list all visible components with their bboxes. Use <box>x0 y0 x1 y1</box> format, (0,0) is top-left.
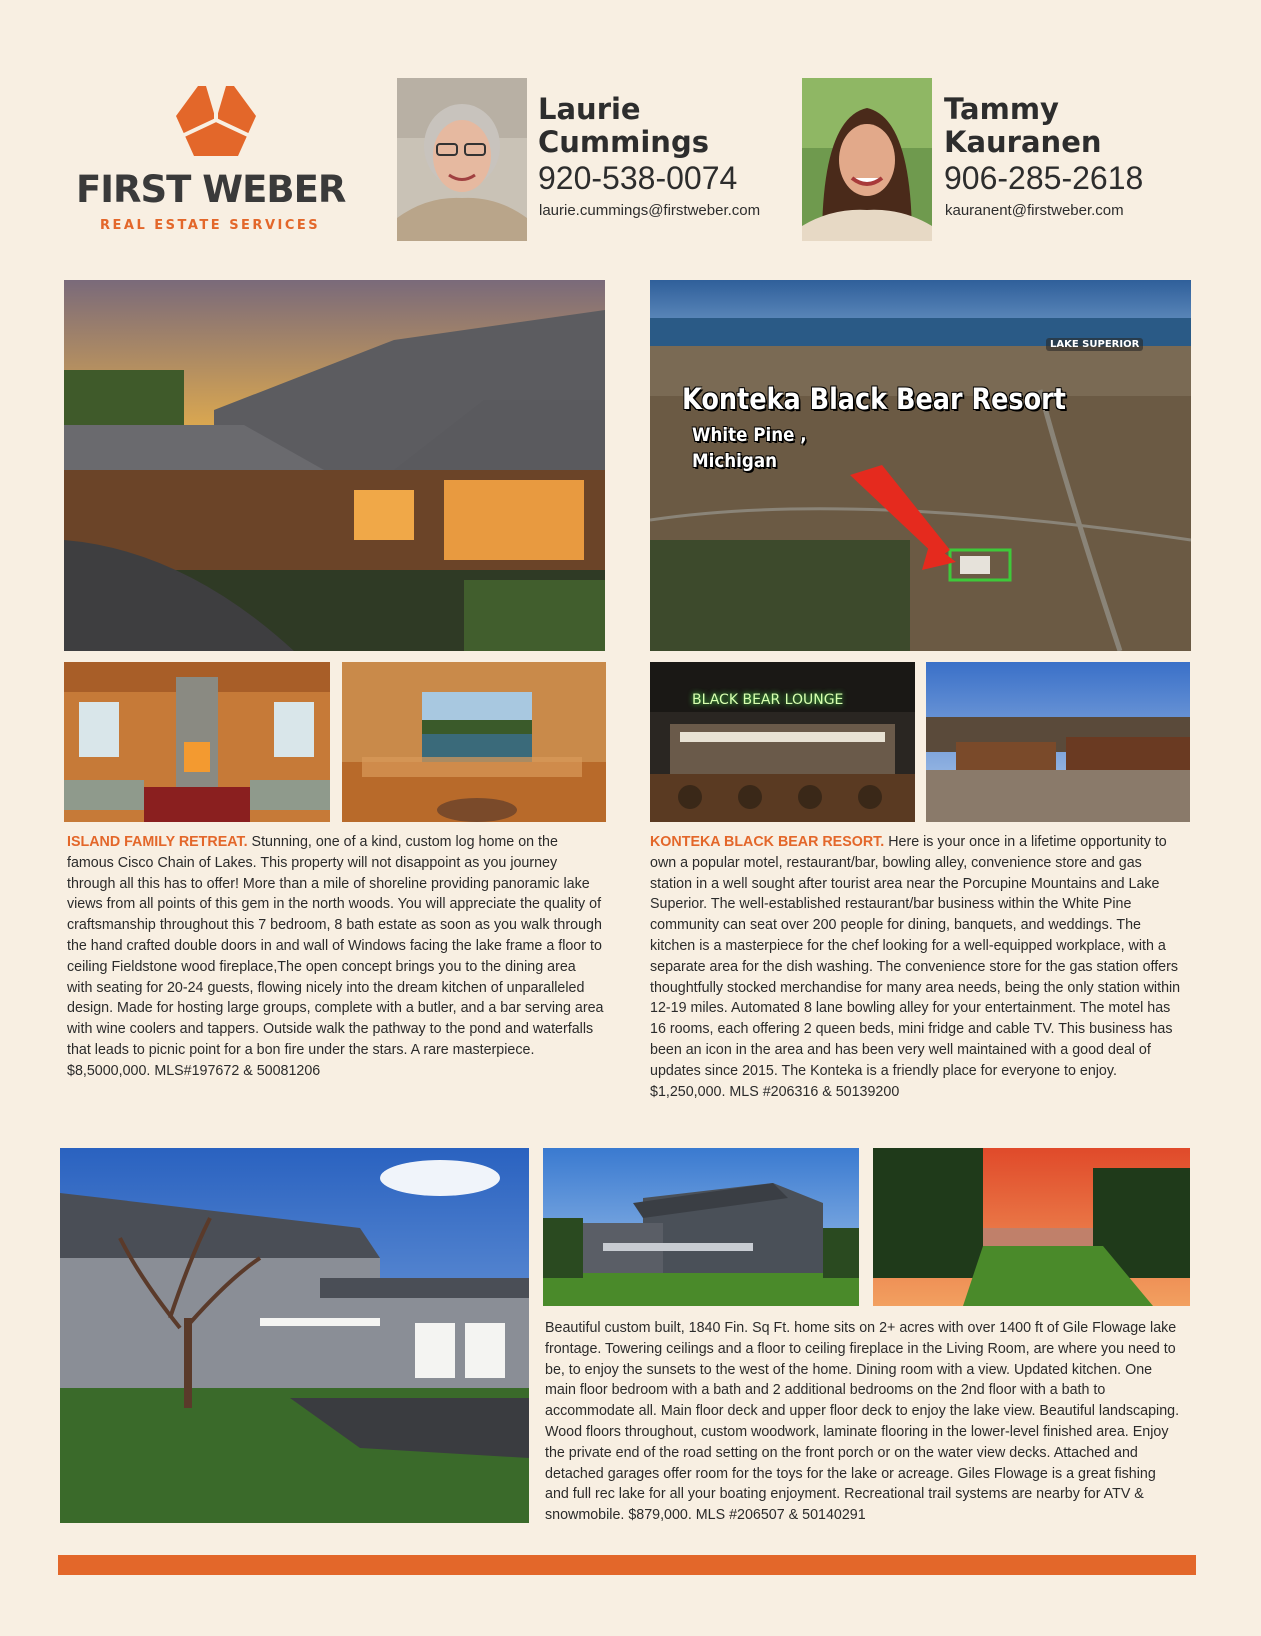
konteka-aerial-photo <box>650 280 1191 651</box>
agent-name-laurie <box>538 93 709 159</box>
lake-home-back-deck-photo <box>543 1148 859 1306</box>
motel-building-photo <box>926 662 1190 822</box>
listing-gile-flowage-description <box>545 1318 1182 1526</box>
listing-title: KONTEKA BLACK BEAR RESORT. <box>650 833 885 850</box>
great-room-fireplace-photo <box>64 662 330 822</box>
agent-photo-laurie <box>397 78 527 241</box>
brand-tagline: REAL ESTATE SERVICES <box>100 218 321 233</box>
agent-first-name: Tammy <box>944 92 1059 126</box>
listing-body: Stunning, one of a kind, custom log home on the famous Cisco Chain of Lakes. This property will not disappoint as you journey through all this has to offer! More than a mile of shoreline providing panoramic lake views from all points of this gem in the north woods. You will appreciate the quality of craftsmanship throughout this 7 bedroom, 8 bath estate as soon as you walk through the hand crafted double doors in and wall of Windows facing the lake frame a floor to ceiling Fieldstone wood fireplace,The open concept brings you to the dining area with seating for 20-24 guests, flowing nicely into the dream kitchen of unparalleled design. Made for hosting large groups, complete with a butler, and a bar serving area with wine coolers and tappers. Outside walk the pathway to the pond and waterfalls that leads to picnic point for a bon fire under the stars. A rare masterpiece. $8,5000,000. MLS#197672 & 50081206 <box>67 833 604 1079</box>
brand-name: FIRST WEBER <box>76 168 346 211</box>
lake-superior-label: LAKE SUPERIOR <box>1046 338 1143 351</box>
listing-konteka-description <box>650 832 1188 1102</box>
listing-island-family-retreat-description <box>67 832 605 1082</box>
agent-last-name: Cummings <box>538 125 709 159</box>
agent-name-tammy <box>944 93 1102 159</box>
listing-title: ISLAND FAMILY RETREAT. <box>67 833 248 850</box>
konteka-overlay-title: Konteka Black Bear Resort <box>682 382 1066 416</box>
lounge-sign-text: BLACK BEAR LOUNGE <box>692 692 844 708</box>
agent-email-tammy[interactable]: kauranent@firstweber.com <box>945 202 1124 219</box>
agent-phone-tammy[interactable]: 906-285-2618 <box>944 160 1144 196</box>
listing-body: Here is your once in a lifetime opportunity to own a popular motel, restaurant/bar, bowling alley, convenience store and gas station in a well sought after tourist area near the Porcupine Mountains and Lake Superior. The well-established restaurant/bar business within the White Pine community can seat over 200 people for dining, banquets, and weddings. The kitchen is a masterpiece for the chef looking for a well-equipped workplace, with a separate area for the dish washing. The convenience store for the gas station offers thoughtfully stocked merchandise for many area needs, being the only station within 12-19 miles. Automated 8 lane bowling alley for your entertainment. The motel has 16 rooms, each offering 2 queen beds, mini fridge and cable TV. This business has been an icon in the area and has been very well maintained with a good deal of updates since 2015. The Konteka is a friendly place for everyone to enjoy. $1,250,000. MLS #206316 & 50139200 <box>650 833 1181 1100</box>
konteka-overlay-location: White Pine , Michigan <box>692 424 807 472</box>
sunset-lake-view-photo <box>873 1148 1190 1306</box>
agent-photo-tammy <box>802 78 932 241</box>
log-home-exterior-photo <box>64 280 605 651</box>
lake-home-front-photo <box>60 1148 529 1523</box>
footer-accent-bar <box>58 1555 1196 1575</box>
agent-email-laurie[interactable]: laurie.cummings@firstweber.com <box>539 202 761 219</box>
agent-last-name: Kauranen <box>944 125 1102 159</box>
dining-lake-view-photo <box>342 662 606 822</box>
agent-phone-laurie[interactable]: 920-538-0074 <box>538 160 738 196</box>
listing-body: Beautiful custom built, 1840 Fin. Sq Ft. home sits on 2+ acres with over 1400 ft of Gile Flowage lake frontage. Towering ceilings and a floor to ceiling fireplace in the Living Room, are where you need to be, to enjoy the sunsets to the west of the home. Dining room with a view. Updated kitchen. One main floor bedroom with a bath and 2 additional bedrooms on the 2nd floor with a bath to accommodate all. Main floor deck and upper floor deck to enjoy the lake view. Beautiful landscaping. Wood floors throughout, custom woodwork, laminate flooring in the lower-level finished area. Enjoy the private end of the road setting on the front porch or on the water view decks. Attached and detached garages offer room for the toys for the lake or acreage. Giles Flowage is a great fishing and full rec lake for all your boating enjoyment. Recreational trail systems are nearby for ATV & snowmobile. $879,000. MLS #206507 & 50140291 <box>545 1319 1180 1524</box>
first-weber-logo-icon <box>176 86 256 156</box>
black-bear-lounge-photo <box>650 662 915 822</box>
agent-first-name: Laurie <box>538 92 641 126</box>
